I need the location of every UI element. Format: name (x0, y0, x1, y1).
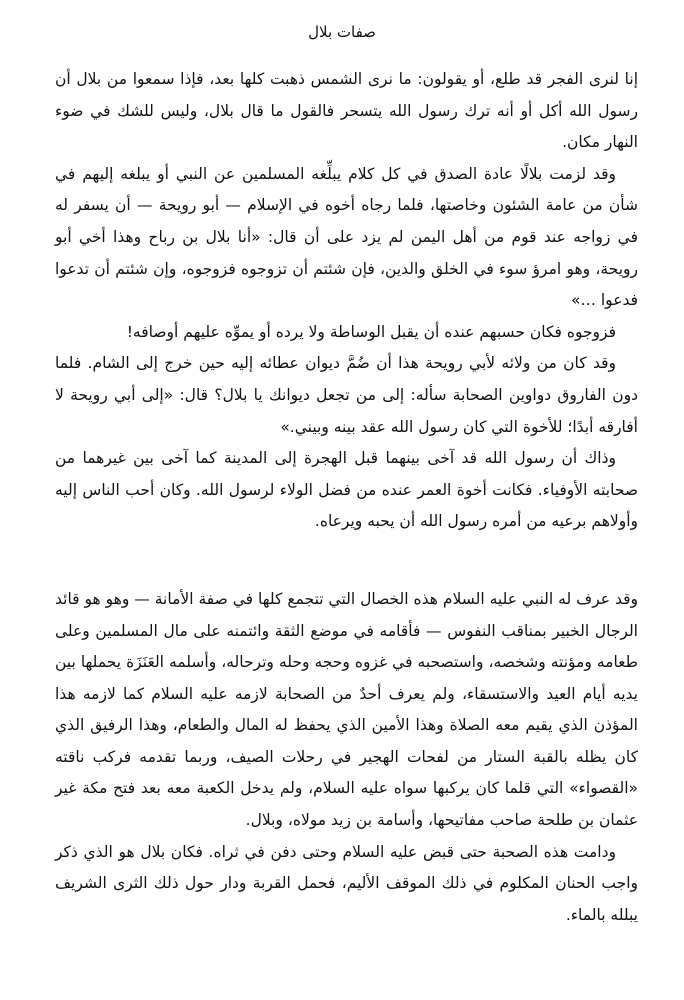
paragraph-7: ودامت هذه الصحبة حتى قبض عليه السلام وحتى دفن في ثراه. فكان بلال هو الذي ذكر واجب الحنان المكلوم في ذلك الموقف الأليم، فحمل القربة ودار حول ذلك الثرى الشريف يبلله بالماء. (55, 842, 638, 924)
section-break (55, 538, 638, 584)
chapter-title: صفات بلال (308, 23, 376, 41)
paragraph-1: إنا لنرى الفجر قد طلع، أو يقولون: ما نرى الشمس ذهبت كلها بعد، فإذا سمعوا من بلال أن رسول الله أكل أو أنه ترك رسول الله يتسحر فالقول ما قال بلال، وليس للشك في ضوء النهار مكان. (55, 70, 638, 152)
paragraph-3: فزوجوه فكان حسبهم عنده أن يقبل الوساطة ولا يرده أو يموِّه عليهم أوصافه! (126, 322, 616, 341)
paragraph-4: وقد كان من ولائه لأبي رويحة هذا أن ضُمَّ ديوان عطائه إليه حين خرج إلى الشام. فلما دون الفاروق دواوين الصحابة سأله: إلى من تجعل ديوانك يا بلال؟ قال: «إلى أبي رويحة لا أفارقه أبدًا؛ للأخوة التي كان رسول الله عقد بينه وبيني.» (55, 354, 638, 436)
page-header (0, 22, 684, 42)
paragraph-5: وذاك أن رسول الله قد آخى بينهما قبل الهجرة إلى المدينة كما آخى بين غيرهما من صحابته الأوفياء. فكانت أخوة العمر عنده من فضل الولاء لرسول الله. وكان أحب الناس إليه وأولاهم برعيه من أمره رسول الله أن يحبه ويرعاه. (55, 449, 638, 531)
paragraph-2: وقد لزمت بلالًا عادة الصدق في كل كلام يبلِّغه المسلمين عن النبي أو يبلغه إليهم في شأن من عامة الشئون وخاصتها، فلما رجاه أخوه في الإسلام — أبو رويحة — أن يسفر له في زواجه عند قوم من أهل اليمن لم يزد على أن قال: «أنا بلال بن رباح وهذا أخي أبو رويحة، وهو امرؤ سوء في الخلق والدين، فإن شئتم أن تزوجوه فزوجوه، وإن شئتم أن تدعوا فدعوا …» (55, 164, 638, 310)
page-body (55, 64, 638, 931)
paragraph-6: وقد عرف له النبي عليه السلام هذه الخصال التي تتجمع كلها في صفة الأمانة — وهو هو قائد الرجال الخبير بمناقب النفوس — فأقامه في موضع الثقة وائتمنه على مال المسلمين وعلى طعامه ومؤنته وشخصه، واستصحبه في غزوه وحجه وحله وترحاله، وأسلمه العَنَزَة يحملها بين يديه أيام العيد والاستسقاء، ولم يعرف أحدٌ من الصحابة لازمه عليه السلام كما لازمه هذا المؤذن الذي يقيم معه الصلاة وهذا الأمين الذي يحفظ له المال والطعام، وهذا الرفيق الذي كان يظله بالقبة الستار من لفحات الهجير في رحلات الصيف، وربما تقدمه فركب ناقته «القصواء» التي قلما كان يركبها سواه عليه السلام، ولم يدخل الكعبة معه بعد فتح مكة غير عثمان بن طلحة صاحب مفاتيحها، وأسامة بن زيد مولاه، وبلال. (55, 589, 638, 830)
